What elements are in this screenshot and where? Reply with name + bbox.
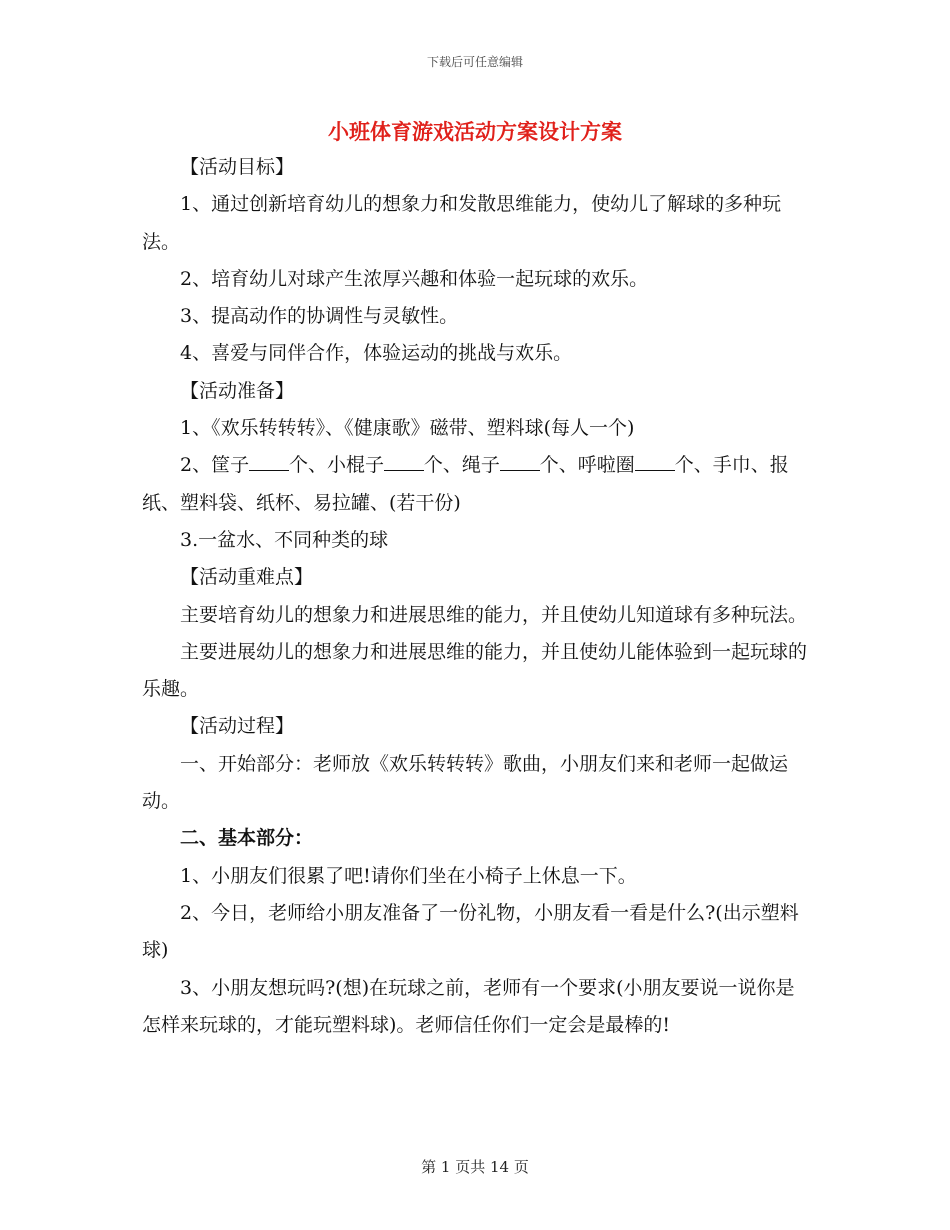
process-step-3: 3、小朋友想玩吗?(想)在玩球之前，老师有一个要求(小朋友要说一说你是怎样来玩球的，才能玩塑料球)。老师信任你们一定会是最棒的! <box>142 976 795 1036</box>
prep-text-1: 2、筐子 <box>180 454 250 477</box>
fill-blank <box>500 453 540 471</box>
prep-item-1: 1、《欢乐转转转》、《健康歌》磁带、塑料球(每人一个) <box>180 417 635 440</box>
document-body <box>142 149 812 1044</box>
goal-item-1: 1、通过创新培育幼儿的想象力和发散思维能力，使幼儿了解球的多种玩法。 <box>142 193 782 253</box>
process-part-1: 一、开始部分：老师放《欢乐转转转》歌曲，小朋友们来和老师一起做运动。 <box>142 752 789 813</box>
fill-blank <box>635 453 675 471</box>
goal-item-3: 3、提高动作的协调性与灵敏性。 <box>180 305 459 328</box>
document-title: 小班体育游戏活动方案设计方案 <box>328 119 622 144</box>
fill-blank <box>249 453 289 471</box>
page-header: 下载后可任意编辑 <box>426 55 523 69</box>
prep-text-2: 个、小棍子 <box>288 454 384 477</box>
section-heading-preparation: 【活动准备】 <box>180 379 295 402</box>
section-heading-goals: 【活动目标】 <box>180 156 295 178</box>
process-step-2: 2、今日，老师给小朋友准备了一份礼物，小朋友看一看是什么?(出示塑料球) <box>142 901 799 962</box>
process-part-2-heading: 二、基本部分： <box>180 827 314 850</box>
prep-text-5: 个、手巾、报纸、塑料袋、纸杯、易拉罐、(若干份) <box>142 454 789 514</box>
section-heading-process: 【活动过程】 <box>180 715 295 738</box>
goal-item-2: 2、培育幼儿对球产生浓厚兴趣和体验一起玩球的欢乐。 <box>180 267 649 290</box>
page-footer: 第 1 页共 14 页 <box>421 1158 529 1176</box>
fill-blank <box>384 453 424 471</box>
process-step-1: 1、小朋友们很累了吧!请你们坐在小椅子上休息一下。 <box>180 864 637 887</box>
prep-item-2 <box>142 447 812 522</box>
prep-text-3: 个、绳子 <box>423 454 500 477</box>
goal-item-4: 4、喜爱与同伴合作，体验运动的挑战与欢乐。 <box>180 342 573 365</box>
key-point-1: 主要培育幼儿的想象力和进展思维的能力，并且使幼儿知道球有多种玩法。 <box>180 603 808 626</box>
key-point-2: 主要进展幼儿的想象力和进展思维的能力，并且使幼儿能体验到一起玩球的乐趣。 <box>142 640 808 701</box>
prep-item-3: 3.一盆水、不同种类的球 <box>180 528 389 551</box>
prep-text-4: 个、呼啦圈 <box>539 454 635 477</box>
section-heading-key-points: 【活动重难点】 <box>180 566 314 589</box>
